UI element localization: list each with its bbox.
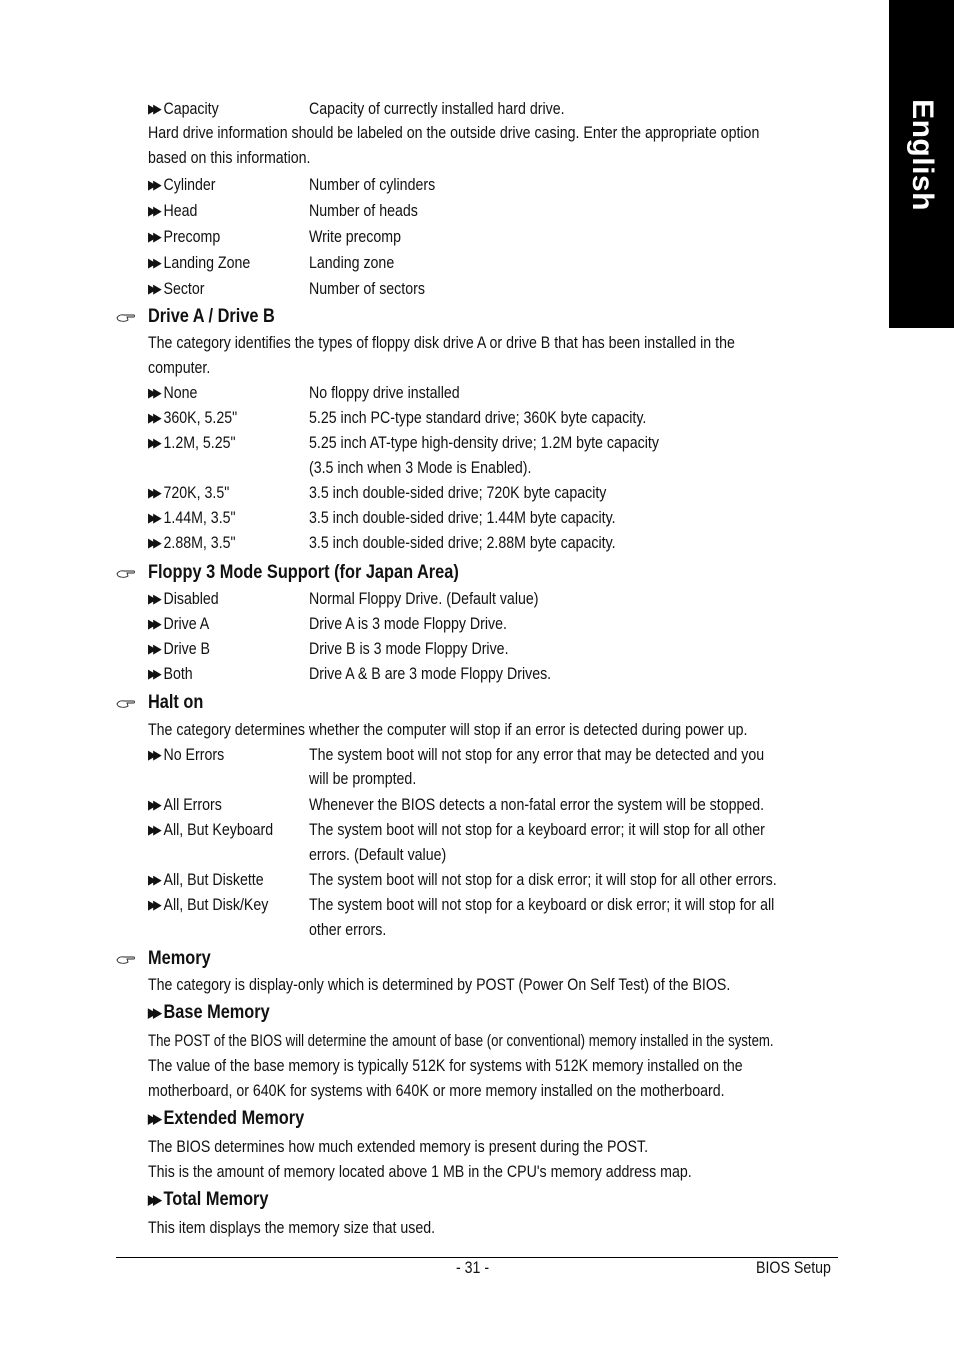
option-sector-desc: Number of sectors <box>309 280 425 298</box>
double-arrow-icon: ▶▶ <box>148 535 159 550</box>
section-title-halt: Halt on <box>148 692 204 713</box>
option-all-but-keyboard-desc-cont: errors. (Default value) <box>309 846 447 864</box>
double-arrow-icon: ▶▶ <box>148 510 159 525</box>
halt-intro: The category determines whether the computer will stop if an error is detected during power up. <box>148 721 748 739</box>
language-tab-label: English <box>905 99 939 211</box>
double-arrow-icon: ▶▶ <box>148 177 159 192</box>
double-arrow-icon: ▶▶ <box>148 485 159 500</box>
section-title-memory: Memory <box>148 948 211 969</box>
option-1-44m-desc: 3.5 inch double-sided drive; 1.44M byte capacity. <box>309 509 616 527</box>
page-number: - 31 - <box>456 1259 490 1277</box>
double-arrow-icon: ▶▶ <box>148 410 159 425</box>
double-arrow-icon: ▶▶ <box>148 385 159 400</box>
double-arrow-icon: ▶▶ <box>148 229 159 244</box>
option-landing-zone-desc: Landing zone <box>309 254 395 272</box>
option-all-errors: ▶▶ All Errors <box>148 796 222 814</box>
double-arrow-icon: ▶▶ <box>148 591 159 606</box>
option-360k-desc: 5.25 inch PC-type standard drive; 360K byte capacity. <box>309 409 647 427</box>
footer-section: BIOS Setup <box>756 1259 831 1277</box>
option-none-desc: No floppy drive installed <box>309 384 460 402</box>
option-disabled: ▶▶ Disabled <box>148 590 219 608</box>
double-arrow-icon: ▶▶ <box>148 616 159 631</box>
section-title-drive: Drive A / Drive B <box>148 306 275 327</box>
option-1-44m: ▶▶ 1.44M, 3.5" <box>148 509 236 527</box>
option-1-2m-desc-cont: (3.5 inch when 3 Mode is Enabled). <box>309 459 532 477</box>
option-both: ▶▶ Both <box>148 665 193 683</box>
option-2-88m-desc: 3.5 inch double-sided drive; 2.88M byte capacity. <box>309 534 616 552</box>
option-all-but-diskette: ▶▶ All, But Diskette <box>148 871 264 889</box>
option-all-but-keyboard: ▶▶ All, But Keyboard <box>148 821 274 839</box>
pointing-hand-icon <box>116 953 136 965</box>
pointing-hand-icon <box>116 567 136 579</box>
option-no-errors: ▶▶ No Errors <box>148 746 225 764</box>
double-arrow-icon: ▶▶ <box>148 747 159 762</box>
double-arrow-icon: ▶▶ <box>148 203 159 218</box>
option-all-but-diskette-desc: The system boot will not stop for a disk error; it will stop for all other errors. <box>309 871 777 889</box>
double-arrow-icon: ▶▶ <box>148 822 159 837</box>
double-arrow-icon: ▶▶ <box>148 1005 159 1020</box>
option-1-2m-desc: 5.25 inch AT-type high-density drive; 1.2M byte capacity <box>309 434 659 452</box>
option-all-but-disk-key-desc: The system boot will not stop for a keyboard or disk error; it will stop for all <box>309 896 775 914</box>
option-cylinder-desc: Number of cylinders <box>309 176 436 194</box>
option-disabled-desc: Normal Floppy Drive. (Default value) <box>309 590 539 608</box>
memory-intro: The category is display-only which is determined by POST (Power On Self Test) of the BIOS. <box>148 976 731 994</box>
hdd-note-line2: based on this information. <box>148 149 311 167</box>
subsection-total-memory: ▶▶ Total Memory <box>148 1189 269 1210</box>
section-title-floppy: Floppy 3 Mode Support (for Japan Area) <box>148 562 459 583</box>
option-landing-zone: ▶▶ Landing Zone <box>148 254 251 272</box>
option-no-errors-desc-cont: will be prompted. <box>309 770 417 788</box>
base-memory-line3: motherboard, or 640K for systems with 640K or more memory installed on the motherboard. <box>148 1082 725 1100</box>
option-all-but-disk-key-desc-cont: other errors. <box>309 921 387 939</box>
option-head: ▶▶ Head <box>148 202 198 220</box>
option-1-2m: ▶▶ 1.2M, 5.25" <box>148 434 236 452</box>
double-arrow-icon: ▶▶ <box>148 435 159 450</box>
double-arrow-icon: ▶▶ <box>148 641 159 656</box>
drive-intro-line1: The category identifies the types of floppy disk drive A or drive B that has been installed in the <box>148 334 735 352</box>
double-arrow-icon: ▶▶ <box>148 797 159 812</box>
option-no-errors-desc: The system boot will not stop for any error that may be detected and you <box>309 746 765 764</box>
double-arrow-icon: ▶▶ <box>148 1192 159 1207</box>
double-arrow-icon: ▶▶ <box>148 666 159 681</box>
option-drive-b: ▶▶ Drive B <box>148 640 211 658</box>
option-360k: ▶▶ 360K, 5.25" <box>148 409 238 427</box>
double-arrow-icon: ▶▶ <box>148 897 159 912</box>
option-2-88m: ▶▶ 2.88M, 3.5" <box>148 534 236 552</box>
option-all-but-disk-key: ▶▶ All, But Disk/Key <box>148 896 269 914</box>
double-arrow-icon: ▶▶ <box>148 255 159 270</box>
option-capacity-desc: Capacity of currectly installed hard drive. <box>309 100 565 118</box>
option-capacity: ▶▶ Capacity <box>148 100 219 118</box>
option-head-desc: Number of heads <box>309 202 418 220</box>
double-arrow-icon: ▶▶ <box>148 872 159 887</box>
subsection-extended-memory: ▶▶ Extended Memory <box>148 1108 305 1129</box>
double-arrow-icon: ▶▶ <box>148 281 159 296</box>
option-drive-b-desc: Drive B is 3 mode Floppy Drive. <box>309 640 509 658</box>
subsection-base-memory: ▶▶ Base Memory <box>148 1002 270 1023</box>
option-cylinder: ▶▶ Cylinder <box>148 176 216 194</box>
option-720k: ▶▶ 720K, 3.5" <box>148 484 230 502</box>
extended-memory-line1: The BIOS determines how much extended memory is present during the POST. <box>148 1138 649 1156</box>
option-precomp: ▶▶ Precomp <box>148 228 221 246</box>
total-memory-text: This item displays the memory size that used. <box>148 1219 436 1237</box>
drive-intro-line2: computer. <box>148 359 211 377</box>
language-tab <box>889 0 954 328</box>
extended-memory-line2: This is the amount of memory located above 1 MB in the CPU's memory address map. <box>148 1163 692 1181</box>
hdd-note-line1: Hard drive information should be labeled on the outside drive casing. Enter the appropriate option <box>148 124 760 142</box>
double-arrow-icon: ▶▶ <box>148 1111 159 1126</box>
option-precomp-desc: Write precomp <box>309 228 402 246</box>
option-none: ▶▶ None <box>148 384 198 402</box>
option-all-errors-desc: Whenever the BIOS detects a non-fatal error the system will be stopped. <box>309 796 765 814</box>
option-all-but-keyboard-desc: The system boot will not stop for a keyboard error; it will stop for all other <box>309 821 765 839</box>
pointing-hand-icon <box>116 697 136 709</box>
double-arrow-icon: ▶▶ <box>148 101 159 116</box>
option-720k-desc: 3.5 inch double-sided drive; 720K byte capacity <box>309 484 607 502</box>
pointing-hand-icon <box>116 311 136 323</box>
option-drive-a-desc: Drive A is 3 mode Floppy Drive. <box>309 615 507 633</box>
option-both-desc: Drive A & B are 3 mode Floppy Drives. <box>309 665 552 683</box>
option-drive-a: ▶▶ Drive A <box>148 615 210 633</box>
base-memory-line1: The POST of the BIOS will determine the amount of base (or conventional) memory installed in the system. <box>148 1032 774 1050</box>
option-sector: ▶▶ Sector <box>148 280 205 298</box>
base-memory-line2: The value of the base memory is typically 512K for systems with 512K memory installed on the <box>148 1057 743 1075</box>
